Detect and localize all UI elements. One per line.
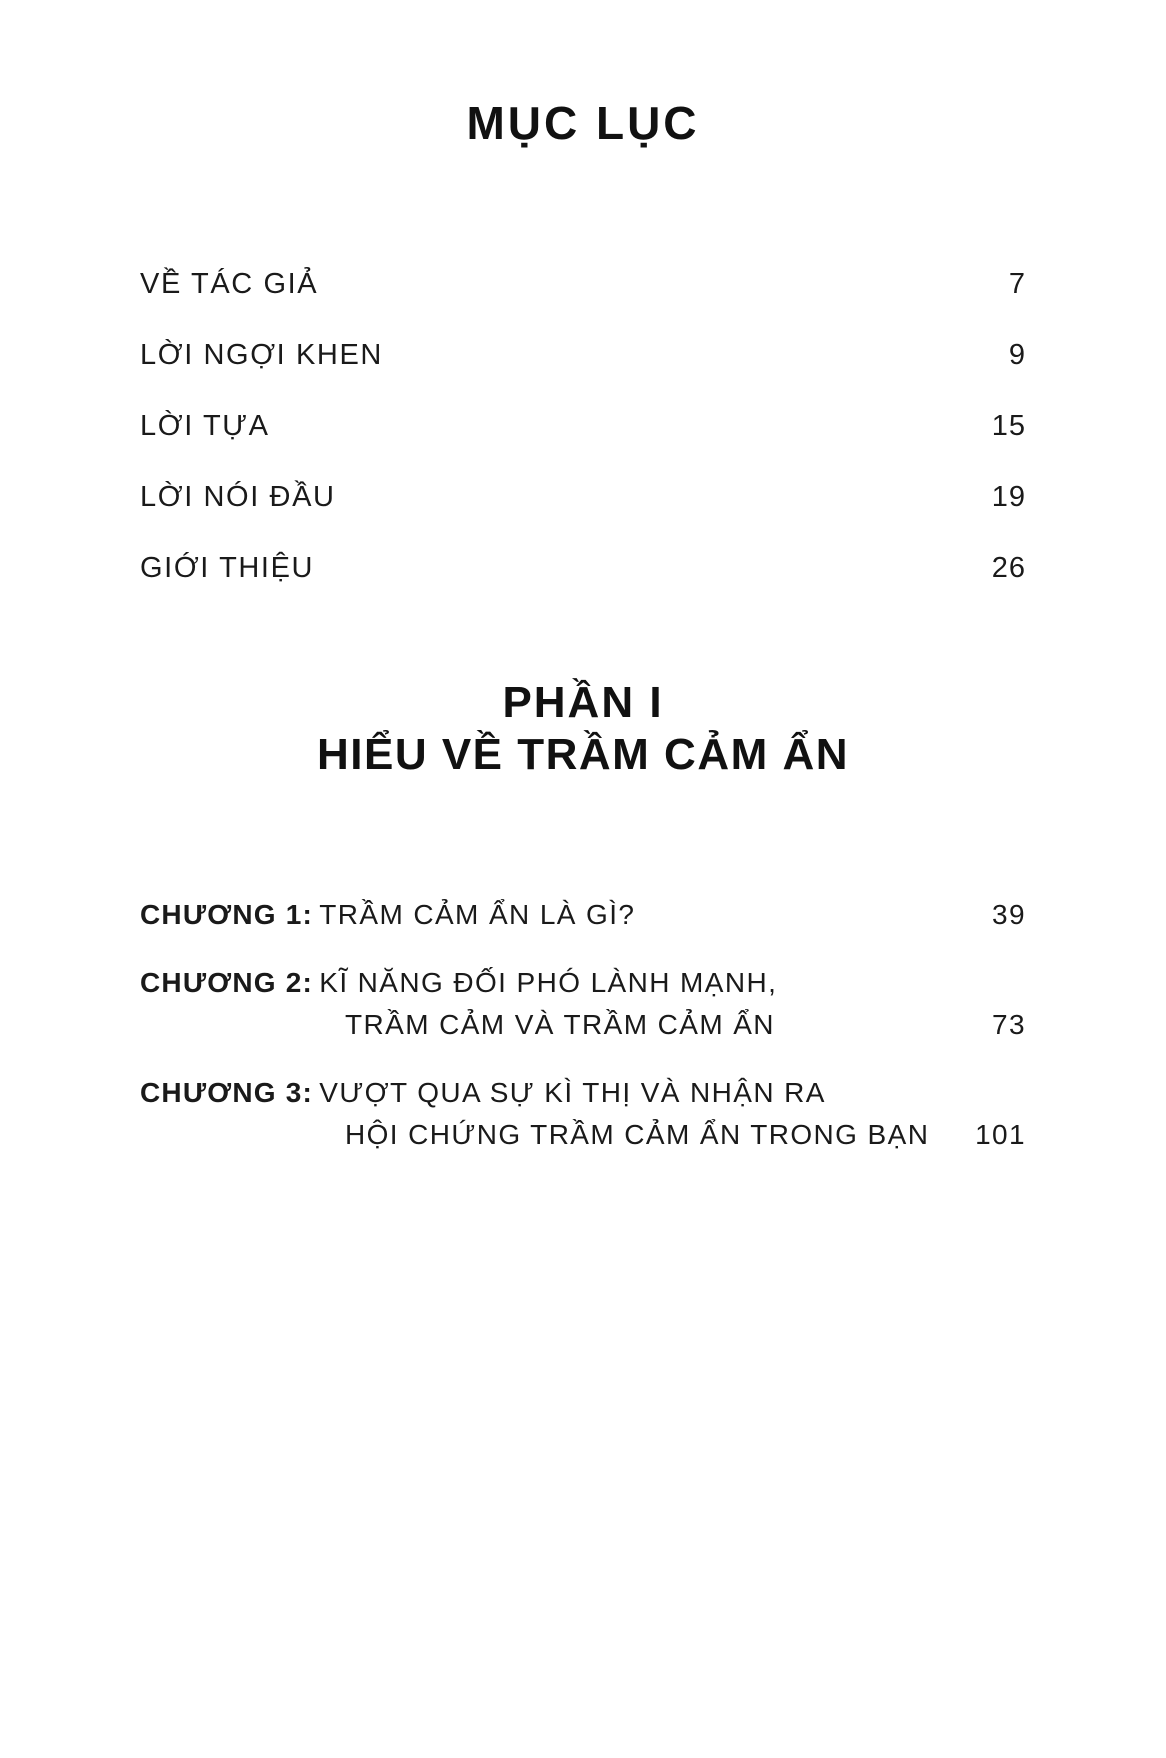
- chapter-colon: :: [302, 898, 314, 930]
- toc-entry-label: GIỚI THIỆU: [140, 552, 315, 584]
- chapter-colon: :: [302, 1076, 314, 1108]
- chapter-title-line-2: HỘI CHỨNG TRẦM CẢM ẨN TRONG BẠN: [345, 1118, 930, 1150]
- toc-entry-loi-ngoi-khen[interactable]: [140, 339, 1026, 372]
- part-heading: [140, 677, 1026, 781]
- part-label: PHẦN I: [502, 678, 664, 727]
- part-name: HIỂU VỀ TRẦM CẢM ẨN: [316, 729, 850, 779]
- toc-entry-loi-tua[interactable]: [140, 410, 1026, 443]
- toc-entry-page: 7: [1008, 268, 1026, 300]
- chapter-entry-1[interactable]: [140, 899, 1026, 931]
- toc-entry-ve-tac-gia[interactable]: [140, 268, 1026, 301]
- toc-entry-page: 15: [991, 410, 1026, 442]
- chapter-page: 39: [992, 898, 1026, 930]
- chapter-page: 101: [975, 1118, 1026, 1150]
- page-title: MỤC LỤC: [466, 97, 700, 149]
- chapter-label: CHƯƠNG 2: [140, 966, 303, 998]
- toc-entry-gioi-thieu[interactable]: [140, 552, 1026, 585]
- toc-entry-label: LỜI NÓI ĐẦU: [140, 481, 336, 513]
- chapter-title-line-1: KĨ NĂNG ĐỐI PHÓ LÀNH MẠNH,: [319, 966, 778, 998]
- chapter-page: 73: [992, 1008, 1026, 1040]
- toc-entry-loi-noi-dau[interactable]: [140, 481, 1026, 514]
- front-matter-list: [140, 268, 1026, 585]
- chapter-entry-2[interactable]: [140, 967, 1026, 1041]
- chapter-entry-3[interactable]: [140, 1077, 1026, 1151]
- chapter-title-line-2: TRẦM CẢM VÀ TRẦM CẢM ẨN: [345, 1008, 775, 1040]
- chapter-colon: :: [302, 966, 314, 998]
- toc-entry-page: 26: [991, 552, 1026, 584]
- chapter-label: CHƯƠNG 3: [140, 1076, 303, 1108]
- toc-entry-label: LỜI NGỢI KHEN: [140, 339, 383, 371]
- toc-entry-label: LỜI TỰA: [140, 410, 270, 442]
- toc-page: [0, 96, 1166, 1758]
- toc-entry-label: VỀ TÁC GIẢ: [140, 268, 319, 300]
- chapter-list: [140, 899, 1026, 1151]
- chapter-title-line-1: VƯỢT QUA SỰ KÌ THỊ VÀ NHẬN RA: [319, 1076, 826, 1108]
- toc-entry-page: 19: [991, 481, 1026, 513]
- chapter-label: CHƯƠNG 1: [140, 898, 303, 930]
- toc-entry-page: 9: [1008, 339, 1026, 371]
- chapter-title-line-1: TRẦM CẢM ẨN LÀ GÌ?: [319, 898, 636, 930]
